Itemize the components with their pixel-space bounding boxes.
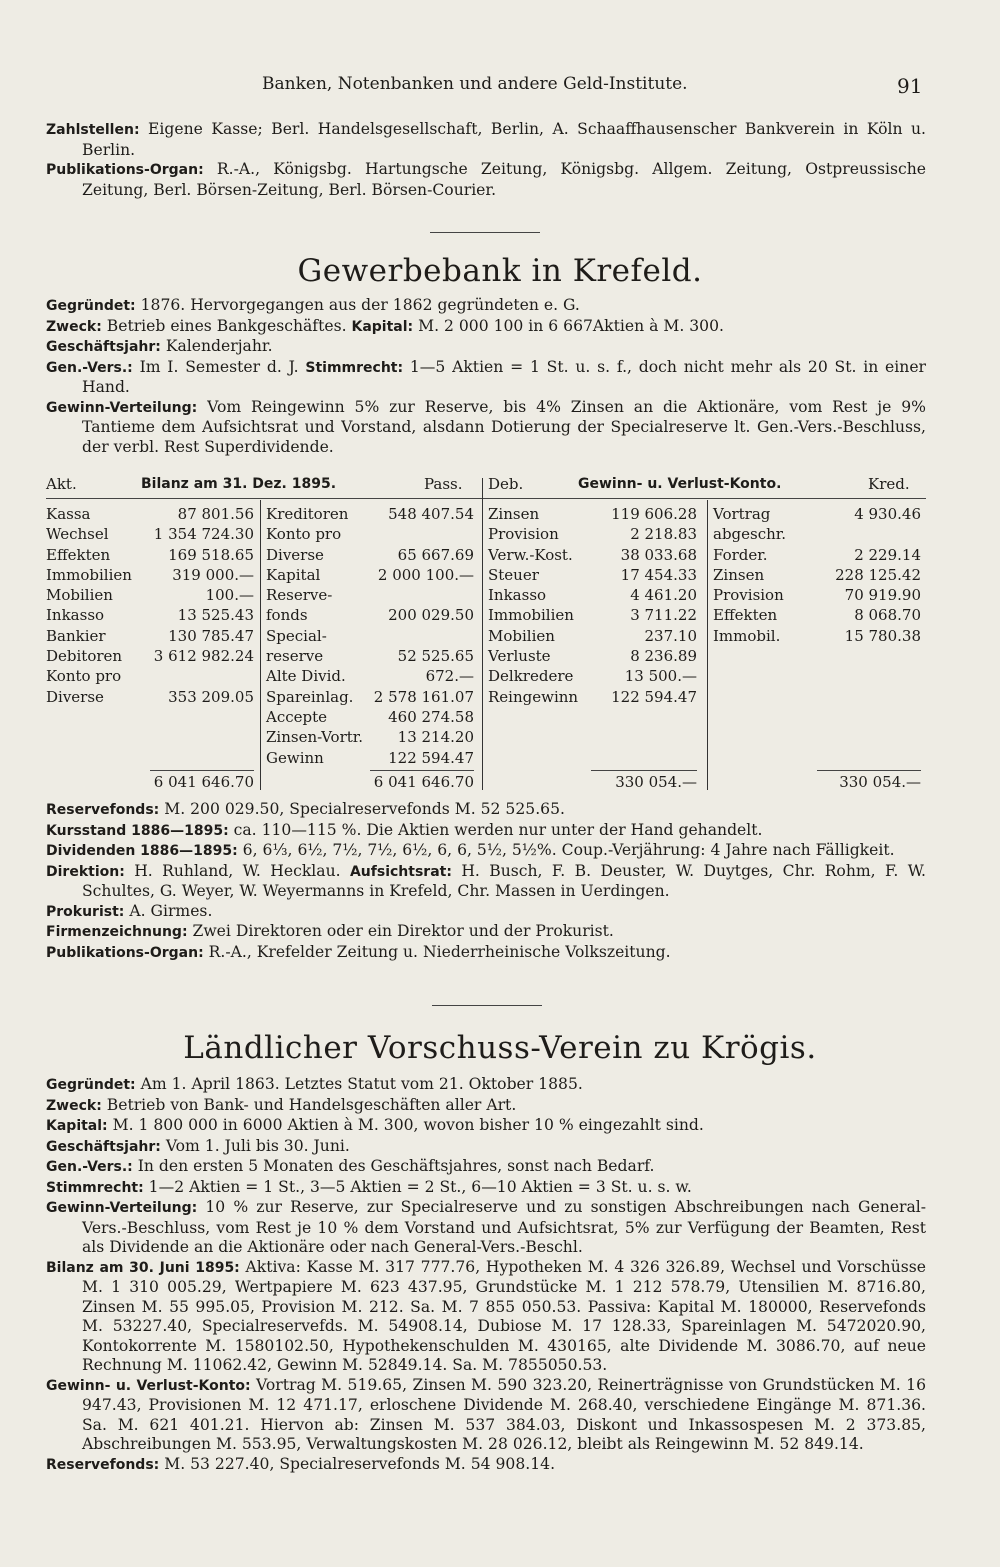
kr-balance-text: Aktiva: Kasse M. 317 777.76, Hypotheken M. 4 326 326.89, Wechsel und Vorschüsse M. 1 310 005.29, Wertpapiere M. 623 437.95, Grundstücke M. 1 212 578.79, Utensilien M. 8716.80, Zinsen M. 55 995.05, Provision M. 212. Sa. M. 7 855 050.53. Passiva: Kapital M. 180000, Reservefonds M. 53227.40, Specialreservefds. M. 54908.14, Dubiose M. 17 128.33, Spareinlagen M. 5472020.90, Kontokorrente M. 1580102.50, Hypothekenschulden M. 430165, alte Dividende M. 3086.70, auf neue Rechnung M. 11062.42, Gewinn M. 52849.14. Sa. M. 7855050.53. bbox=[82, 1257, 927, 1374]
publication-text: R.-A., Königsbg. Hartungsche Zeitung, Königsbg. Allgem. Zeitung, Ostpreussische Zeitung, Berl. Börsen-Zeitung, Berl. Börsen-Courier. bbox=[82, 160, 926, 199]
kr-purpose-label: Zweck: bbox=[46, 1097, 102, 1114]
passiva-heading: Pass. bbox=[424, 475, 463, 493]
row-value: 130 785.47 bbox=[168, 626, 254, 645]
table-row bbox=[488, 646, 697, 666]
row-label: Accepte bbox=[266, 707, 328, 726]
section-divider bbox=[430, 232, 540, 233]
kr-general-meeting-text: In den ersten 5 Monaten des Geschäftsjahres, sonst nach Bedarf. bbox=[132, 1157, 655, 1175]
row-label: Special- bbox=[266, 626, 327, 645]
procurator-text: A. Girmes. bbox=[124, 901, 213, 920]
row-label: Kassa bbox=[46, 505, 91, 523]
row-label: Kapital bbox=[266, 565, 321, 584]
row-value: 2 218.83 bbox=[630, 525, 697, 544]
page-number: 91 bbox=[897, 74, 923, 98]
price-text: ca. 110—115 %. Die Aktien werden nur unter der Hand gehandelt. bbox=[228, 820, 763, 839]
profit-distribution-paragraph bbox=[46, 398, 926, 458]
signature-text: Zwei Direktoren oder ein Direktor und der Prokurist. bbox=[187, 922, 614, 940]
row-label: Mobilien bbox=[488, 626, 555, 645]
row-value: 13 525.43 bbox=[177, 606, 254, 625]
row-label: abgeschr. bbox=[713, 525, 787, 544]
row-label: Reserve- bbox=[266, 586, 333, 605]
row-label: Zinsen-Vortr. bbox=[266, 728, 364, 747]
previous-entry-tail bbox=[46, 120, 926, 200]
row-value: 548 407.54 bbox=[388, 505, 474, 523]
row-label: Vortrag bbox=[713, 505, 771, 523]
fiscal-year-text: Kalenderjahr. bbox=[160, 337, 273, 355]
table-row bbox=[46, 545, 254, 565]
passiva-column bbox=[266, 504, 474, 768]
row-value: 4 930.46 bbox=[854, 505, 921, 523]
header-title: Banken, Notenbanken und andere Geld-Institute. bbox=[262, 74, 688, 94]
row-value: 119 606.28 bbox=[611, 505, 697, 523]
kr-fiscal-year-text: Vom 1. Juli bis 30. Juni. bbox=[160, 1136, 350, 1155]
table-row bbox=[713, 626, 921, 646]
table-row bbox=[46, 666, 254, 686]
section-divider-2 bbox=[432, 1005, 542, 1006]
row-label: Bankier bbox=[46, 626, 106, 645]
row-label: Diverse bbox=[266, 545, 324, 564]
kr-voting-paragraph bbox=[46, 1178, 926, 1199]
row-value: 319 000.— bbox=[172, 565, 254, 584]
pl-title: Gewinn- u. Verlust-Konto. bbox=[578, 476, 782, 492]
table-row bbox=[488, 666, 697, 686]
tables-top-rule bbox=[46, 498, 926, 499]
table-row bbox=[488, 545, 697, 565]
kr-purpose-paragraph bbox=[46, 1096, 926, 1117]
kr-pl-label: Gewinn- u. Verlust-Konto: bbox=[46, 1377, 251, 1394]
table-row bbox=[266, 687, 474, 707]
row-label: Wechsel bbox=[46, 525, 109, 544]
row-value: 4 461.20 bbox=[630, 586, 697, 605]
gw-publication-paragraph bbox=[46, 943, 926, 964]
price-label: Kursstand 1886—1895: bbox=[46, 822, 229, 839]
table-row bbox=[266, 565, 474, 585]
row-value: 87 801.56 bbox=[177, 505, 254, 523]
kr-voting-text: 1—2 Aktien = 1 St., 3—5 Aktien = 2 St., 6—10 Aktien = 3 St. u. s. w. bbox=[143, 1177, 692, 1196]
kr-reserve-text: M. 53 227.40, Specialreservefonds M. 54 908.14. bbox=[159, 1454, 556, 1473]
table-row bbox=[488, 626, 697, 646]
aktiva-heading: Akt. bbox=[46, 475, 77, 493]
kr-fiscal-year-label: Geschäftsjahr: bbox=[46, 1138, 161, 1155]
row-value: 122 594.47 bbox=[388, 748, 474, 767]
passiva-total: 6 041 646.70 bbox=[373, 773, 474, 791]
gewerbebank-info bbox=[46, 296, 926, 457]
table-row bbox=[713, 605, 921, 625]
row-value: 200 029.50 bbox=[388, 606, 474, 625]
table-row bbox=[46, 646, 254, 666]
row-label: Provision bbox=[488, 525, 559, 544]
kr-reserve-label: Reservefonds: bbox=[46, 1456, 160, 1473]
publication-label: Publikations-Organ: bbox=[46, 162, 204, 178]
row-label: Mobilien bbox=[46, 586, 113, 605]
kr-purpose-text: Betrieb von Bank- und Handelsgeschäften aller Art. bbox=[101, 1095, 517, 1114]
price-paragraph bbox=[46, 821, 926, 842]
passiva-total-rule bbox=[370, 770, 474, 771]
row-label: Immobilien bbox=[488, 606, 574, 625]
row-label: Effekten bbox=[713, 606, 778, 625]
table-row bbox=[46, 504, 254, 524]
table-row bbox=[488, 687, 697, 707]
table-row bbox=[713, 504, 921, 524]
direction-label: Direktion: bbox=[46, 863, 125, 880]
purpose-text: Betrieb eines Bankgeschäftes. bbox=[101, 316, 352, 335]
kr-pl-text: Vortrag M. 519.65, Zinsen M. 590 323.20, Reinerträgnisse von Grundstücken M. 16 947.43, Provisionen M. 12 471.17, erloschene Dividende M. 268.40, verschiedene Eingänge M. 871.36. Sa. M. 621 401.21. Hiervon ab: Zinsen M. 537 384.03, Diskont und Inkassospesen M. 2 373.85, Abschreibungen M. 553.95, Verwaltungskosten M. 28 026.12, bleibt als Reingewinn M. 52 849.14. bbox=[82, 1375, 926, 1453]
reserve-label: Reservefonds: bbox=[46, 802, 160, 818]
row-value: 672.— bbox=[425, 667, 474, 686]
row-value: 237.10 bbox=[644, 626, 697, 645]
row-value: 100.— bbox=[205, 586, 254, 605]
kroegis-info bbox=[46, 1075, 926, 1475]
pl-divider bbox=[707, 500, 708, 790]
row-label: Diverse bbox=[46, 687, 104, 706]
signature-label: Firmenzeichnung: bbox=[46, 924, 188, 940]
table-row bbox=[488, 504, 697, 524]
dividends-paragraph bbox=[46, 841, 926, 862]
table-row bbox=[266, 707, 474, 727]
aktiva-total: 6 041 646.70 bbox=[153, 773, 254, 791]
row-label: Forder. bbox=[713, 545, 768, 564]
financial-tables bbox=[46, 474, 926, 794]
capital-label: Kapital: bbox=[351, 318, 414, 335]
row-label: Zinsen bbox=[488, 505, 540, 523]
row-value: 228 125.42 bbox=[835, 565, 921, 584]
table-row bbox=[266, 524, 474, 544]
balance-title: Bilanz am 31. Dez. 1895. bbox=[141, 476, 337, 492]
debit-column bbox=[488, 504, 697, 707]
fiscal-year-label: Geschäftsjahr: bbox=[46, 339, 161, 355]
debit-total: 330 054.— bbox=[615, 773, 697, 791]
table-row bbox=[266, 545, 474, 565]
row-label: Gewinn bbox=[266, 748, 324, 767]
table-row bbox=[713, 524, 921, 544]
table-row bbox=[266, 727, 474, 747]
general-meeting-label: Gen.-Vers.: bbox=[46, 359, 133, 376]
running-header bbox=[0, 74, 1000, 104]
row-label: Reingewinn bbox=[488, 687, 579, 706]
row-label: Steuer bbox=[488, 565, 539, 584]
reserve-text: M. 200 029.50, Specialreservefonds M. 52 525.65. bbox=[159, 800, 565, 818]
row-value: 17 454.33 bbox=[620, 565, 697, 584]
row-value: 2 000 100.— bbox=[377, 565, 474, 584]
gewerbebank-title: Gewerbebank in Krefeld. bbox=[297, 253, 703, 289]
credit-column bbox=[713, 504, 921, 646]
kr-general-meeting-paragraph bbox=[46, 1157, 926, 1178]
debit-heading: Deb. bbox=[488, 475, 524, 493]
row-label: Delkredere bbox=[488, 667, 574, 686]
table-headings bbox=[46, 474, 926, 494]
row-value: 1 354 724.30 bbox=[153, 525, 254, 544]
zahlstellen-text: Eigene Kasse; Berl. Handelsgesellschaft, Berlin, A. Schaaffhausenscher Bankverein in Köln u. Berlin. bbox=[82, 120, 926, 159]
row-label: Debitoren bbox=[46, 647, 123, 666]
table-row bbox=[46, 605, 254, 625]
kr-fiscal-year-paragraph bbox=[46, 1137, 926, 1158]
table-row bbox=[266, 504, 474, 524]
row-label: Alte Divid. bbox=[266, 667, 346, 686]
row-value: 122 594.47 bbox=[611, 687, 697, 706]
publication-paragraph bbox=[46, 160, 926, 200]
table-row bbox=[488, 585, 697, 605]
row-value: 8 236.89 bbox=[630, 647, 697, 666]
kr-founded-text: Am 1. April 1863. Letztes Statut vom 21. Oktober 1885. bbox=[135, 1075, 583, 1093]
profit-distribution-text: Vom Reingewinn 5% zur Reserve, bis 4% Zinsen an die Aktionäre, vom Rest je 9% Tantieme dem Aufsichtsrat und Vorstand, alsdann Dotierung der Specialreserve lt. Gen.-Vers.-Beschluss, der verbl. Rest Superdividende. bbox=[82, 397, 926, 456]
credit-total-rule bbox=[817, 770, 921, 771]
tables-divider bbox=[482, 478, 483, 790]
kr-profit-label: Gewinn-Verteilung: bbox=[46, 1200, 198, 1216]
row-value: 65 667.69 bbox=[397, 545, 474, 564]
kr-capital-paragraph bbox=[46, 1116, 926, 1137]
table-row bbox=[266, 626, 474, 646]
voting-label: Stimmrecht: bbox=[305, 359, 404, 376]
kr-balance-label: Bilanz am 30. Juni 1895: bbox=[46, 1259, 240, 1276]
table-row bbox=[713, 545, 921, 565]
table-row bbox=[266, 748, 474, 768]
row-value: 460 274.58 bbox=[388, 707, 474, 726]
signature-paragraph bbox=[46, 922, 926, 943]
fiscal-year-paragraph bbox=[46, 337, 926, 358]
kr-capital-label: Kapital: bbox=[46, 1118, 108, 1134]
table-row bbox=[266, 605, 474, 625]
row-label: fonds bbox=[266, 606, 308, 625]
balance-divider bbox=[260, 500, 261, 790]
kr-balance-paragraph bbox=[46, 1258, 926, 1376]
direction-text: H. Ruhland, W. Hecklau. bbox=[124, 861, 350, 880]
row-label: Verluste bbox=[488, 647, 551, 666]
capital-text: M. 2 000 100 in 6 667Aktien à M. 300. bbox=[413, 316, 724, 335]
table-row bbox=[713, 565, 921, 585]
table-row bbox=[266, 666, 474, 686]
table-row bbox=[488, 605, 697, 625]
zahlstellen-paragraph bbox=[46, 120, 926, 160]
credit-total: 330 054.— bbox=[839, 773, 921, 791]
row-value: 169 518.65 bbox=[168, 545, 254, 564]
kr-reserve-paragraph bbox=[46, 1455, 926, 1476]
row-label: Provision bbox=[713, 586, 784, 605]
table-row bbox=[713, 585, 921, 605]
table-row bbox=[266, 646, 474, 666]
kr-profit-text: 10 % zur Reserve, zur Specialreserve und zu sonstigen Abschreibungen nach General-Vers.-Beschluss, vom Rest je 10 % dem Vorstand und Aufsichtsrat, 5% zur Verfügung der Beamten, Rest als Dividende an die Aktionäre oder nach General-Vers.-Beschl. bbox=[82, 1198, 926, 1256]
purpose-label: Zweck: bbox=[46, 318, 102, 335]
kr-general-meeting-label: Gen.-Vers.: bbox=[46, 1159, 133, 1175]
row-value: 15 780.38 bbox=[844, 626, 921, 645]
row-value: 38 033.68 bbox=[620, 545, 697, 564]
row-label: Immobil. bbox=[713, 626, 781, 645]
debit-total-rule bbox=[591, 770, 697, 771]
kr-voting-label: Stimmrecht: bbox=[46, 1179, 144, 1196]
row-label: Spareinlag. bbox=[266, 687, 354, 706]
gw-publication-text: R.-A., Krefelder Zeitung u. Niederrheinische Volkszeitung. bbox=[203, 942, 671, 961]
dividends-label: Dividenden 1886—1895: bbox=[46, 843, 238, 859]
aktiva-column bbox=[46, 504, 254, 707]
row-value: 13 214.20 bbox=[397, 728, 474, 747]
credit-heading: Kred. bbox=[868, 475, 910, 493]
table-row bbox=[46, 585, 254, 605]
table-row bbox=[46, 524, 254, 544]
board-paragraph bbox=[46, 862, 926, 902]
row-label: Inkasso bbox=[488, 586, 547, 605]
aktiva-total-rule bbox=[150, 770, 254, 771]
row-value: 8 068.70 bbox=[854, 606, 921, 625]
kr-capital-text: M. 1 800 000 in 6000 Aktien à M. 300, wovon bisher 10 % eingezahlt sind. bbox=[107, 1116, 704, 1134]
supervisory-label: Aufsichtsrat: bbox=[349, 863, 452, 880]
zahlstellen-label: Zahlstellen: bbox=[46, 122, 140, 138]
profit-distribution-label: Gewinn-Verteilung: bbox=[46, 399, 198, 416]
founded-text: 1876. Hervorgegangen aus der 1862 gegründeten e. G. bbox=[135, 296, 580, 314]
kr-founded-label: Gegründet: bbox=[46, 1077, 136, 1093]
voting-text: 1—5 Aktien = 1 St. u. s. f., doch nicht mehr als 20 St. in einer Hand. bbox=[82, 357, 926, 396]
procurator-paragraph bbox=[46, 902, 926, 923]
table-row bbox=[46, 565, 254, 585]
reserve-paragraph bbox=[46, 800, 926, 821]
row-label: Kreditoren bbox=[266, 505, 349, 523]
row-value: 3 612 982.24 bbox=[153, 647, 254, 666]
row-label: Effekten bbox=[46, 545, 111, 564]
supervisory-text: H. Busch, F. B. Deuster, W. Duytges, Chr. Rohm, F. W. Schultes, G. Weyer, W. Weyermanns in Krefeld, Chr. Massen in Uerdingen. bbox=[82, 861, 926, 900]
row-label: reserve bbox=[266, 647, 324, 666]
table-row bbox=[488, 565, 697, 585]
table-row bbox=[488, 524, 697, 544]
kr-pl-paragraph bbox=[46, 1376, 926, 1455]
row-label: Zinsen bbox=[713, 565, 765, 584]
table-row bbox=[46, 626, 254, 646]
kroegis-title: Ländlicher Vorschuss-Verein zu Krögis. bbox=[183, 1030, 817, 1066]
kr-profit-paragraph bbox=[46, 1198, 926, 1258]
row-value: 70 919.90 bbox=[844, 586, 921, 605]
procurator-label: Prokurist: bbox=[46, 903, 125, 920]
dividends-text: 6, 6⅓, 6½, 7½, 7½, 6½, 6, 6, 5½, 5½%. Coup.-Verjährung: 4 Jahre nach Fälligkeit. bbox=[237, 841, 895, 859]
table-row bbox=[46, 687, 254, 707]
row-value: 353 209.05 bbox=[168, 687, 254, 706]
row-value: 52 525.65 bbox=[397, 647, 474, 666]
gewerbebank-details bbox=[46, 800, 926, 963]
row-label: Verw.-Kost. bbox=[488, 545, 573, 564]
founded-label: Gegründet: bbox=[46, 298, 136, 314]
purpose-paragraph bbox=[46, 317, 926, 338]
row-label: Konto pro bbox=[46, 667, 122, 686]
row-label: Konto pro bbox=[266, 525, 342, 544]
gw-publication-label: Publikations-Organ: bbox=[46, 944, 204, 961]
row-value: 2 578 161.07 bbox=[373, 687, 474, 706]
row-label: Inkasso bbox=[46, 606, 105, 625]
row-label: Immobilien bbox=[46, 565, 132, 584]
table-row bbox=[266, 585, 474, 605]
founded-paragraph bbox=[46, 296, 926, 317]
row-value: 13 500.— bbox=[624, 667, 697, 686]
kr-founded-paragraph bbox=[46, 1075, 926, 1096]
row-value: 3 711.22 bbox=[630, 606, 697, 625]
general-meeting-text: Im I. Semester d. J. bbox=[132, 357, 306, 376]
row-value: 2 229.14 bbox=[854, 545, 921, 564]
general-meeting-paragraph bbox=[46, 358, 926, 398]
